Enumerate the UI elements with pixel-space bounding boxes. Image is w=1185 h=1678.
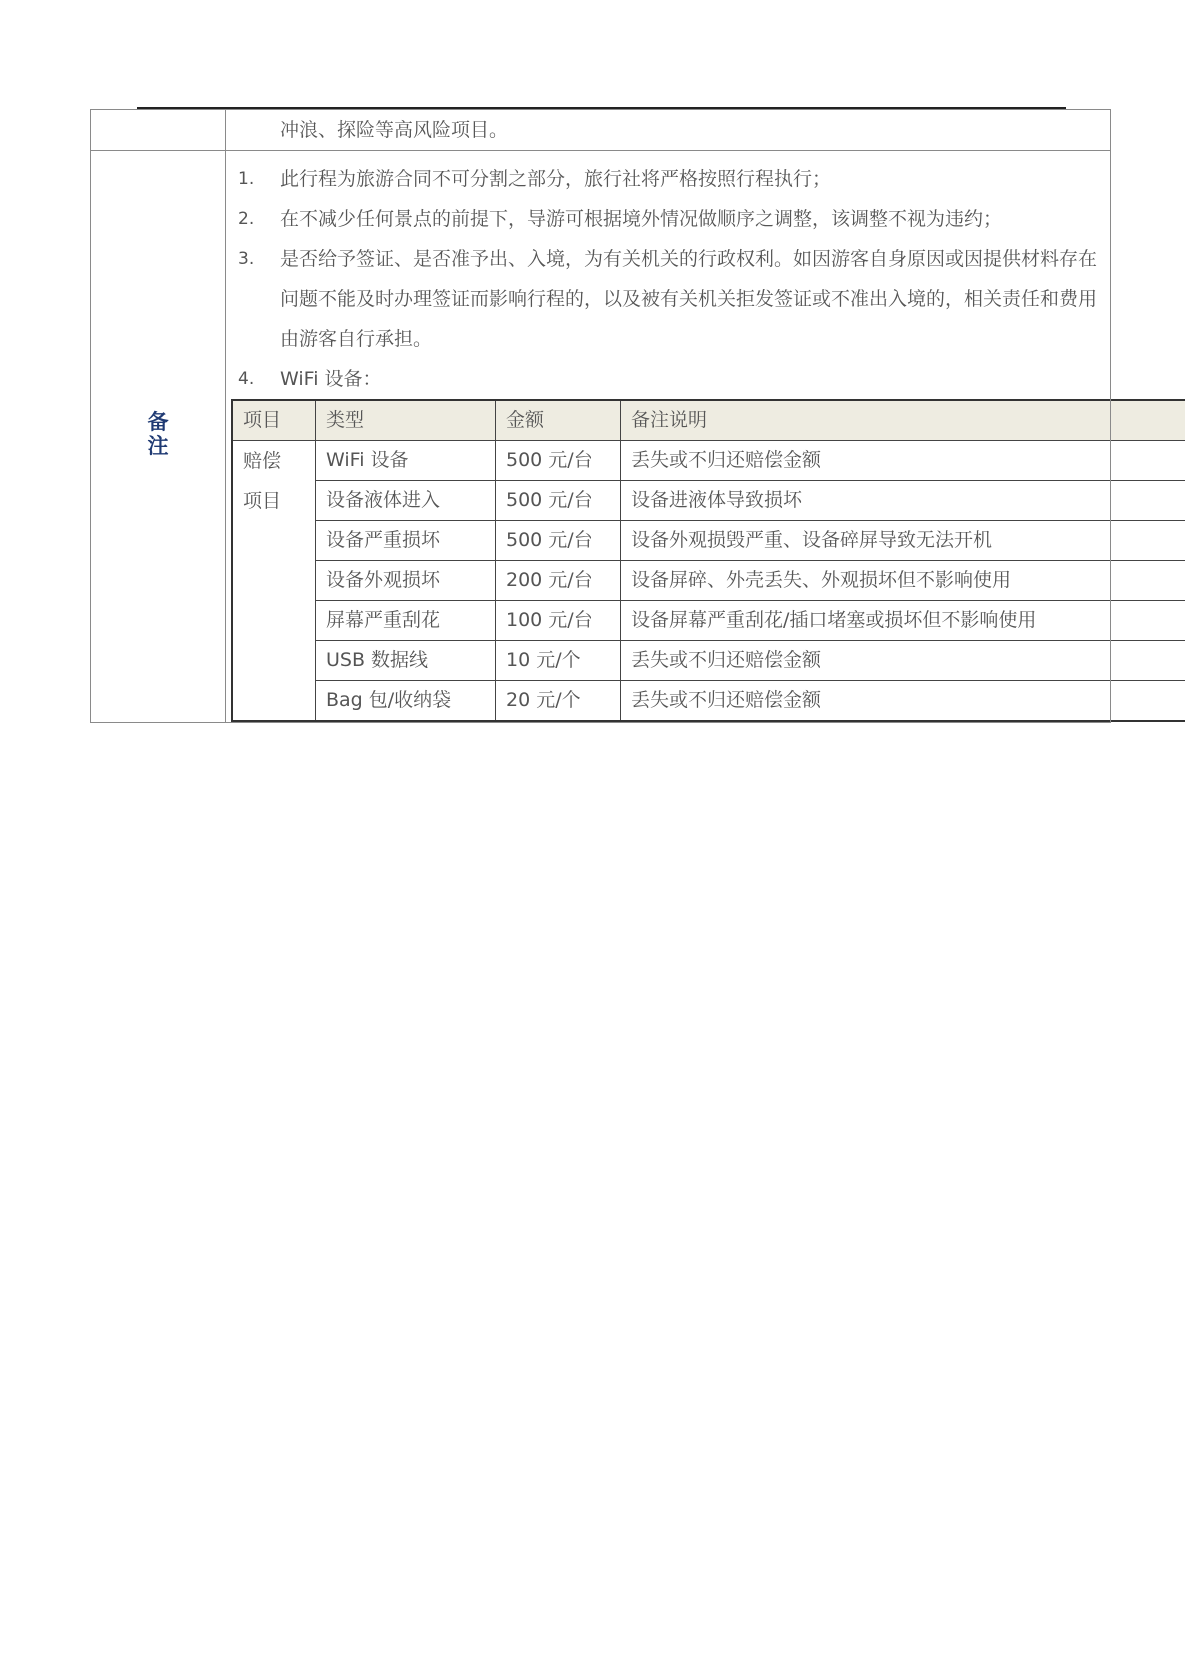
notes-list (226, 151, 1110, 399)
row-note: 丢失或不归还赔偿金额 (621, 441, 1185, 481)
row-amount: 10 元/个 (496, 641, 621, 681)
notes-label-cell (91, 151, 226, 723)
wifi-table-header-row (232, 400, 1185, 441)
row-note: 丢失或不归还赔偿金额 (621, 681, 1185, 722)
table-row (232, 441, 1185, 481)
table-row (232, 481, 1185, 521)
continued-row (91, 110, 1111, 151)
note-item (226, 159, 1110, 199)
row-type: 设备液体进入 (316, 481, 496, 521)
row-amount: 200 元/台 (496, 561, 621, 601)
note-item (226, 199, 1110, 239)
note-number: 1. (238, 169, 255, 189)
note-item (226, 359, 1110, 399)
notes-content-cell (226, 151, 1111, 723)
note-text: 是否给予签证、是否准予出、入境，为有关机关的行政权利。如因游客自身原因或因提供材料存在问题不能及时办理签证而影响行程的，以及被有关机关拒发签证或不准出入境的，相关责任和费用由游客自行承担。 (280, 248, 1098, 350)
row-amount: 100 元/台 (496, 601, 621, 641)
row-note: 丢失或不归还赔偿金额 (621, 641, 1185, 681)
note-text: WiFi 设备： (280, 368, 382, 390)
continued-row-text: 冲浪、探险等高风险项目。 (226, 110, 1111, 151)
notes-row (91, 151, 1111, 723)
row-note: 设备屏幕严重刮花/插口堵塞或损坏但不影响使用 (621, 601, 1185, 641)
header-item: 项目 (232, 400, 316, 441)
row-amount: 20 元/个 (496, 681, 621, 722)
row-amount: 500 元/台 (496, 521, 621, 561)
row-type: 屏幕严重刮花 (316, 601, 496, 641)
wifi-compensation-table (231, 399, 1185, 722)
table-row (232, 681, 1185, 722)
group-label-text: 赔偿项目 (243, 450, 282, 512)
continued-row-label-cell (91, 110, 226, 151)
note-number: 2. (238, 209, 255, 229)
header-amount: 金额 (496, 400, 621, 441)
notes-label: 备注 (147, 409, 169, 458)
note-text: 在不减少任何景点的前提下，导游可根据境外情况做顺序之调整，该调整不视为违约； (280, 208, 1003, 230)
row-note: 设备进液体导致损坏 (621, 481, 1185, 521)
table-row (232, 561, 1185, 601)
row-type: Bag 包/收纳袋 (316, 681, 496, 722)
row-type: USB 数据线 (316, 641, 496, 681)
row-note: 设备外观损毁严重、设备碎屏导致无法开机 (621, 521, 1185, 561)
table-row (232, 521, 1185, 561)
note-number: 4. (238, 369, 255, 389)
row-amount: 500 元/台 (496, 481, 621, 521)
row-type: 设备严重损坏 (316, 521, 496, 561)
compensation-group-label (232, 441, 316, 722)
table-row (232, 601, 1185, 641)
header-note: 备注说明 (621, 400, 1185, 441)
row-type: 设备外观损坏 (316, 561, 496, 601)
table-row (232, 641, 1185, 681)
header-type: 类型 (316, 400, 496, 441)
note-number: 3. (238, 249, 255, 269)
note-text: 此行程为旅游合同不可分割之部分，旅行社将严格按照行程执行； (280, 168, 832, 190)
row-type: WiFi 设备 (316, 441, 496, 481)
row-amount: 500 元/台 (496, 441, 621, 481)
note-item (226, 239, 1110, 359)
row-note: 设备屏碎、外壳丢失、外观损坏但不影响使用 (621, 561, 1185, 601)
itinerary-table (90, 109, 1111, 723)
